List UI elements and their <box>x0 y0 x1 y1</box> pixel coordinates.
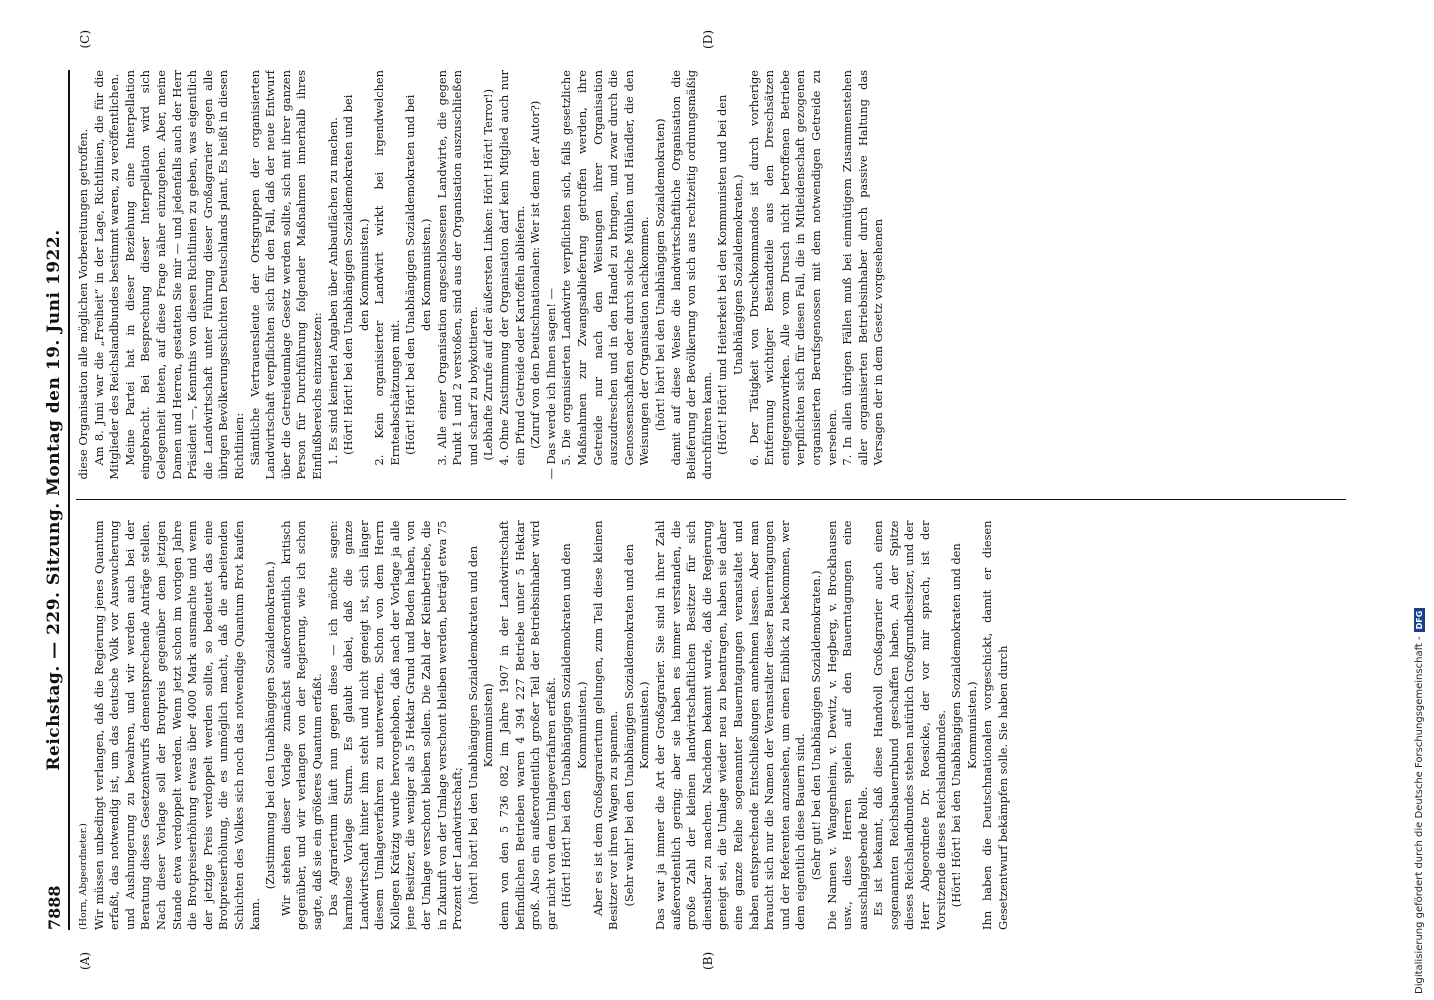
dfg-logo: DFG <box>1414 608 1425 633</box>
paragraph: Sämtliche Vertrauensleute der Ortsgruppen der organisierten Landwirtschaft verpflichten sich für den Fall, daß der neue Entwurf über die Getreideumlage Gesetz werden sollte, sich mit ihrer ganzen Person für Durchführung folgender Maßnahmen innerhalb ihres Einflußbereichs einzusetzen: <box>247 70 324 480</box>
paragraph: (Hört! Hört! bei den Unabhängigen Sozialdemokraten und den Kommunisten.) <box>949 543 979 908</box>
header-rule <box>68 70 70 930</box>
paragraph: Ihn haben die Deutschnationalen vorgeschickt, damit er diesen Gesetzentwurf bekämpfen solle. Sie haben durch <box>980 520 1011 930</box>
page-header <box>40 70 66 930</box>
margin-letter-d: (D) <box>701 30 715 49</box>
margin-letter-b: (B) <box>701 951 715 970</box>
paragraph: 6. Der Tätigkeit von Druschkommandos ist durch vorherige Entfernung wichtiger Bestandteile aus den Dreschsätzen entgegenzuwirken. Alle vom Drusch nicht betroffenen Betriebe verpflichten sich für diesen Fall, die in Mitleidenschaft gezogenen organisierten Berufsgenossen mit dem notwendigen Getreide zu versehen. <box>746 70 839 466</box>
stamp-text: Digitalisierung gefördert durch die Deutsche Forschungsgemeinschaft - <box>1414 636 1425 994</box>
left-column <box>76 520 1346 930</box>
margin-letter-a: (A) <box>78 951 92 970</box>
paragraph: (Sehr wahr! bei den Unabhängigen Sozialdemokraten und den Kommunisten.) <box>621 544 652 907</box>
paragraph: damit auf diese Weise die landwirtschaftliche Organisation die Belieferung der Bevölkerung von sich aus rechtzeitig ordnungsmäßig durchführen kann. <box>668 70 714 480</box>
paragraph: (Horn, Abgeordneter.) <box>78 823 89 930</box>
paragraph: (Zuruf von den Deutschnationalen: Wer ist denn der Autor?) <box>528 100 543 449</box>
paragraph: (Zustimmung bei den Unabhängigen Sozialdemokraten.) <box>263 561 278 890</box>
column-divider <box>76 500 1346 501</box>
paragraph: (Hört! Hört! bei den Unabhängigen Sozialdemokraten und den Kommunisten.) <box>559 543 589 908</box>
paragraph: Die Namen v. Wangenheim, v. Dewitz, v. Hegberg, v. Brockhausen usw., diese Herren spielen auf den Bauerntagungen eine ausschlaggebende Rolle. <box>824 520 870 930</box>
paragraph: Wir müssen unbedingt verlangen, daß die Regierung jenes Quantum erfaßt, das notwendig ist, um das deutsche Volk vor Auswucherung und Aushungerung zu bewahren, und wir werden auch bei der Beratung dieses Gesetzentwurfs dementsprechende Anträge stellen. Nach dieser Vorlage soll der Brotpreis gegenüber dem jetzigen Stande etwa verdoppelt werden. Wenn jetzt schon im vorigen Jahre die Brotpreiserhöhung etwas über 4000 Mark ausmachte und wenn der jetzige Preis verdoppelt werden sollte, so bedeutet das eine Brotpreiserhöhung, die es unmöglich macht, daß die arbeitenden Schichten des Volkes sich noch das notwendige Quantum Brot kaufen kann. <box>91 520 262 930</box>
paragraph: Aber es ist dem Großagrariertum gelungen, zum Teil diese kleinen Besitzer vor ihren Wagen zu spannen. <box>590 520 621 930</box>
paragraph: (Hört! Hört! bei den Unabhängigen Sozialdemokraten und bei den Kommunisten.) <box>341 94 371 455</box>
paragraph: — Das werde ich Ihnen sagen! — <box>543 288 558 480</box>
paragraph: 7. In allen übrigen Fällen muß bei einmütigem Zusammenstehen aller organisierten Betriebsinhaber durch passive Haltung das Versagen der in dem Gesetz vorgesehenen <box>840 70 886 466</box>
paragraph: 4. Ohne Zustimmung der Organisation darf kein Mitglied auch nur ein Pfund Getreide oder Kartoffeln abliefern. <box>497 70 527 466</box>
paragraph: 2. Kein organisierter Landwirt wirkt bei irgendwelchen Ernteabschätzungen mit. <box>372 70 402 466</box>
paragraph: (Hört! Hört! bei den Unabhängigen Sozialdemokraten und bei den Kommunisten.) <box>403 94 434 455</box>
paragraph: Meine Partei hat in dieser Beziehung eine Interpellation eingebracht. Bei Besprechung dieser Interpellation wird sich Gelegenheit bieten, auf diese Frage näher einzugehen. Aber, meine Damen und Herren, gestatten Sie mir — und jedenfalls auch der Herr Präsident —, Kenntnis von diesen Richtlinien zu geben, was eigentlich die Landwirtschaft unter Führung dieser Großagrarier gegen alle übrigen Bevölkerungsschichten Deutschlands plant. Es heißt in diesen Richtlinien: <box>122 70 246 480</box>
digitization-stamp <box>1414 608 1425 994</box>
margin-letter-c: (C) <box>78 30 92 49</box>
paragraph: 5. Die organisierten Landwirte verpflichten sich, falls gesetzliche Maßnahmen zur Zwangsablieferung getroffen werden, ihre Getreide nur nach den Weisungen ihrer Organisation auszudreschen und in den Handel zu bringen, und zwar durch die Genossenschaften oder durch solche Mühlen und Händler, die den Weisungen der Organisation nachkommen. <box>559 70 652 466</box>
paragraph: (hört! hört! bei den Unabhängigen Sozialdemokraten und den Kommunisten) <box>465 545 496 905</box>
paragraph: Das war ja immer die Art der Großagrarier. Sie sind in ihrer Zahl außerordentlich gering; aber sie haben es immer verstanden, die große Zahl der kleinen landwirtschaftlichen Besitzer für sich dienstbar zu machen. Nachdem bekannt wurde, daß die Regierung geneigt sei, die Umlage wieder neu zu beantragen, haben sie daher eine ganze Reihe sogenannter Bauerntagungen veranstaltet und haben entsprechende Entschließungen annehmen lassen. Aber man braucht sich nur die Namen der Veranstalter dieser Bauerntagungen und der Referenten anzusehen, um einen Einblick zu bekommen, wer dem eigentlich diese Bauern sind. <box>652 520 808 930</box>
paragraph: Es ist bekannt, daß diese Handvoll Großagrarier auch einen sogenannten Reichsbauernbund geschaffen haben. An der Spitze dieses Reichslandbundes stehen natürlich Großgrundbesitzer, und der Herr Abgeordnete Dr. Roesicke, der vor mir sprach, ist der Vorsitzende dieses Reichslandbundes. <box>871 520 948 930</box>
page-number: 7888 <box>45 885 64 930</box>
text-columns <box>76 30 1346 970</box>
paragraph: (hört! hört! bei den Unabhängigen Sozialdemokraten) <box>652 118 667 432</box>
right-column <box>76 70 1346 480</box>
page-title: Reichstag. — 229. Sitzung. Montag den 19. Juni 1922. <box>44 229 64 771</box>
paragraph: 3. Alle einer Organisation angeschlossenen Landwirte, die gegen Punkt 1 und 2 verstoßen, sind aus der Organisation auszuschließen und scharf zu boykottieren. <box>434 70 480 466</box>
paragraph: Wir stehen dieser Vorlage zunächst außerordentlich kritisch gegenüber, und wir verlangen von der Regierung, wie ich schon sagte, daß sie ein größeres Quantum erfaßt. <box>278 520 324 930</box>
paragraph: Das Agrariertum läuft nun gegen diese — ich möchte sagen: harmlose Vorlage Sturm. Es glaubt dabei, daß die ganze Landwirtschaft hinter ihm steht und nicht geneigt ist, sich länger diesem Umlageverfahren zu unterwerfen. Schon von dem Herrn Kollegen Krätzig wurde hervorgehoben, daß nach der Vorlage ja alle jene Besitzer, die weniger als 5 Hektar Grund und Boden haben, von der Umlage verschont bleiben sollen. Die Zahl der Kleinbetriebe, die in Zukunft von der Umlage verschont bleiben werden, beträgt etwa 75 Prozent der Landwirtschaft; <box>325 520 465 930</box>
paragraph: (Lebhafte Zurufe auf der äußersten Linken: Hört! Hört! Terror!) <box>481 88 496 461</box>
paragraph: 1. Es sind keinerlei Angaben über Anbauflächen zu machen. <box>325 117 340 466</box>
paragraph: (Hört! Hört! und Heiterkeit bei den Kommunisten und bei den Unabhängigen Sozialdemokraten.) <box>715 94 745 455</box>
paragraph: diese Organisation alle möglichen Vorbereitungen getroffen. <box>76 128 90 480</box>
paragraph: Am 8. Juni war die „Freiheit“ in der Lage, Richtlinien, die für die Mitglieder des Reichslandbundes bestimmt waren, zu veröffentlichen. <box>91 70 122 480</box>
paragraph: denn von den 5 736 082 im Jahre 1907 in der Landwirtschaft befindlichen Betrieben waren 4 394 227 Betriebe unter 5 Hektar groß. Also ein außerordentlich großer Teil der Betriebsinhaber wird gar nicht von dem Umlageverfahren erfaßt. <box>497 520 558 930</box>
paragraph: (Sehr gut! bei den Unabhängigen Sozialdemokraten.) <box>808 570 823 881</box>
